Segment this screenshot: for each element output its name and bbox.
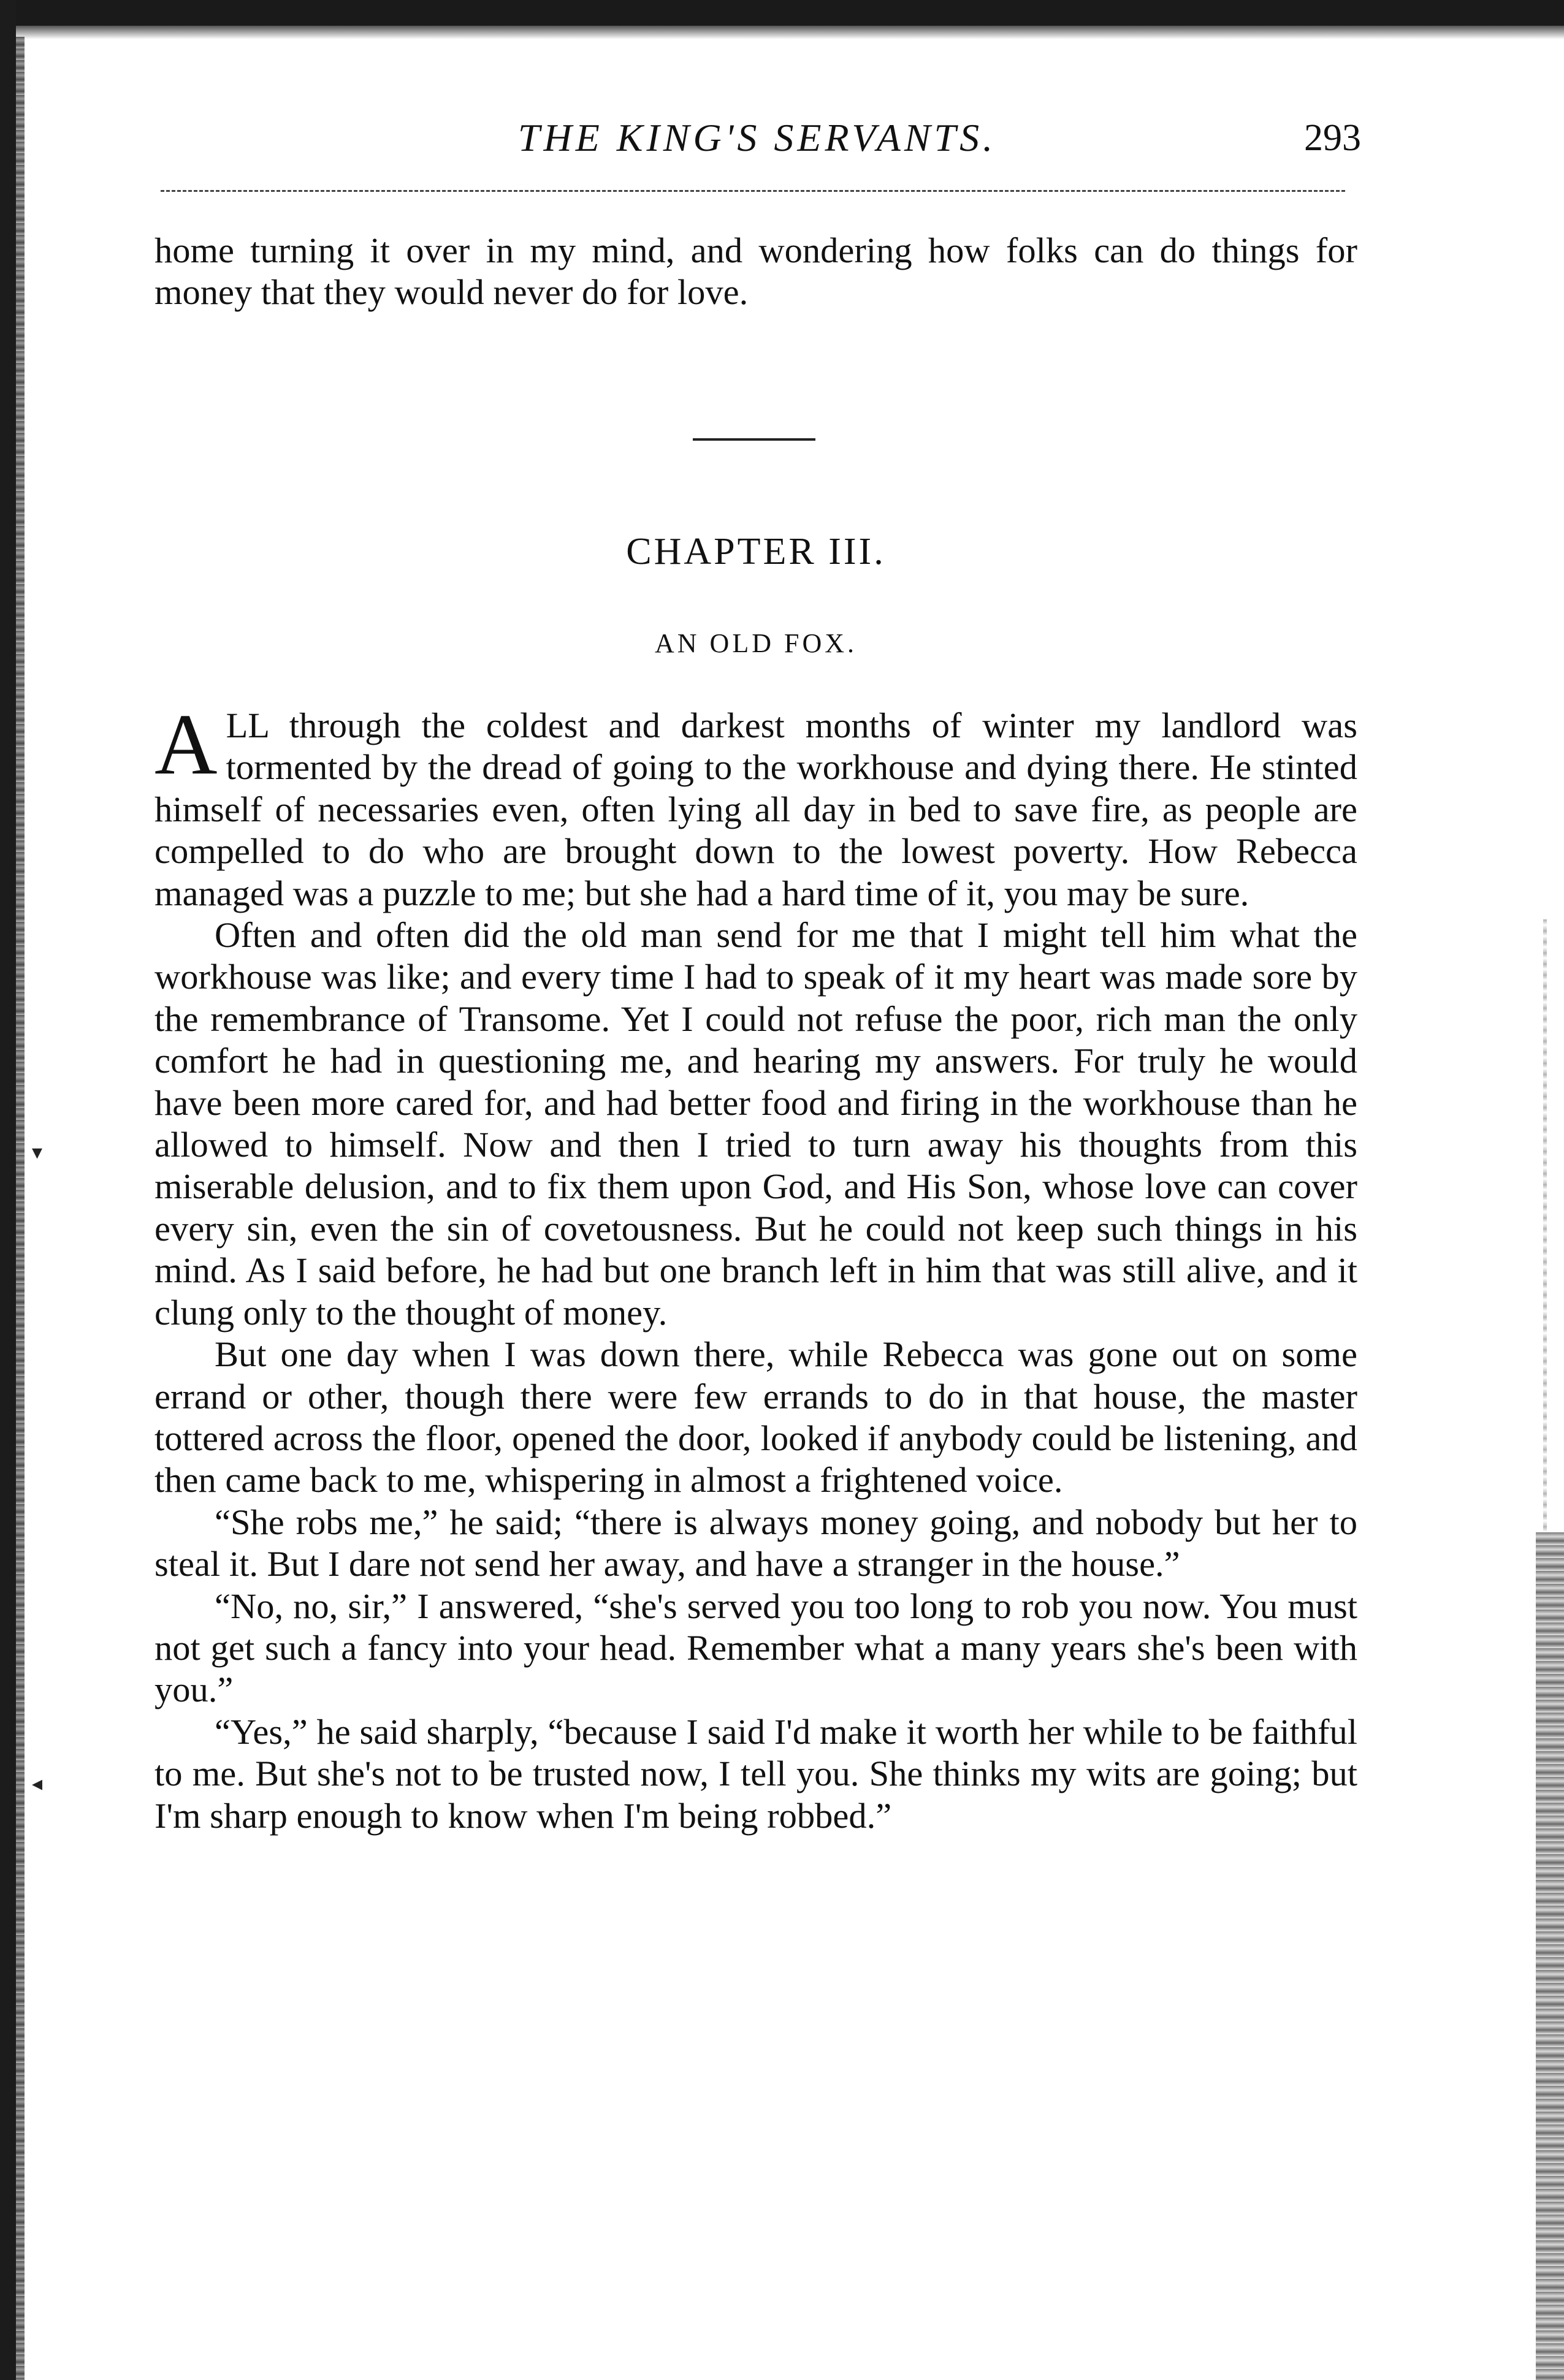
running-header — [153, 110, 1361, 165]
section-divider — [693, 438, 815, 441]
paragraph-5: “No, no, sir,” I answered, “she's served you too long to rob you now. You must not get such a fancy into your head. Remember what a many years she's been with you.” — [154, 1586, 1357, 1710]
scan-right-edge — [1536, 1532, 1564, 2380]
chapter-body — [154, 696, 1357, 1837]
scan-top-edge — [0, 0, 1564, 26]
margin-arrow-mark: ▾ — [32, 1141, 43, 1164]
scan-right-shadow — [1543, 919, 1547, 1532]
paragraph-6: “Yes,” he said sharply, “because I said I'd make it worth her while to be faithful to me. But she's not to be trusted now, I tell you. She thinks my wits are going; but I'm sharp enough to know when I'm being robbed.” — [154, 1711, 1357, 1836]
chapter-number: CHAPTER III. — [626, 531, 886, 572]
paragraph-2: Often and often did the old man send for me that I might tell him what the workhouse was like; and every time I had to speak of it my heart was made sore by the remembrance of Transome. Yet I could not refuse the poor, rich man the only comfort he had in questioning me, and hearing my answers. For truly he would have been more cared for, and had better food and firing in the workhouse than he allowed to himself. Now and then I tried to turn away his thoughts from this miserable delusion, and to fix them upon God, and His Son, whose love can cover every sin, even the sin of covetousness. But he could not keep such things in his mind. As I said before, he had but one branch left in him that was still alive, and it clung only to the thought of money. — [154, 915, 1357, 1333]
scan-left-edge — [0, 0, 16, 2380]
drop-cap: A — [154, 696, 218, 793]
carry-over-paragraph — [154, 230, 1357, 314]
running-title: THE KING'S SERVANTS. — [517, 116, 997, 159]
margin-arrow-mark: ◂ — [32, 1773, 43, 1795]
scan-top-shadow — [0, 26, 1564, 39]
page-number: 293 — [1304, 117, 1361, 159]
paragraph-text: LL through the coldest and darkest months of winter my landlord was tormented by the dread of going to the workhouse and dying there. He stinted himself of necessaries even, often lying all day in bed to save fire, as people are compelled to do who are brought down to the lowest poverty. How Rebecca managed was a puzzle to me; but she had a hard time of it, you may be sure. — [154, 705, 1357, 913]
paragraph-1 — [154, 696, 1357, 914]
paragraph-4: “She robs me,” he said; “there is always money going, and nobody but her to steal it. But I dare not send her away, and have a stranger in the house.” — [154, 1502, 1357, 1584]
paragraph-3: But one day when I was down there, while Rebecca was gone out on some errand or other, though there were few errands to do in that house, the master tottered across the floor, opened the door, looked if anybody could be listening, and then came back to me, whispering in almost a frightened voice. — [154, 1334, 1357, 1500]
scan-left-binding — [16, 37, 25, 2380]
paragraph-text: home turning it over in my mind, and wondering how folks can do things for money that they would never do for love. — [154, 230, 1357, 313]
header-rule — [161, 190, 1345, 192]
chapter-title: AN OLD FOX. — [655, 628, 857, 658]
